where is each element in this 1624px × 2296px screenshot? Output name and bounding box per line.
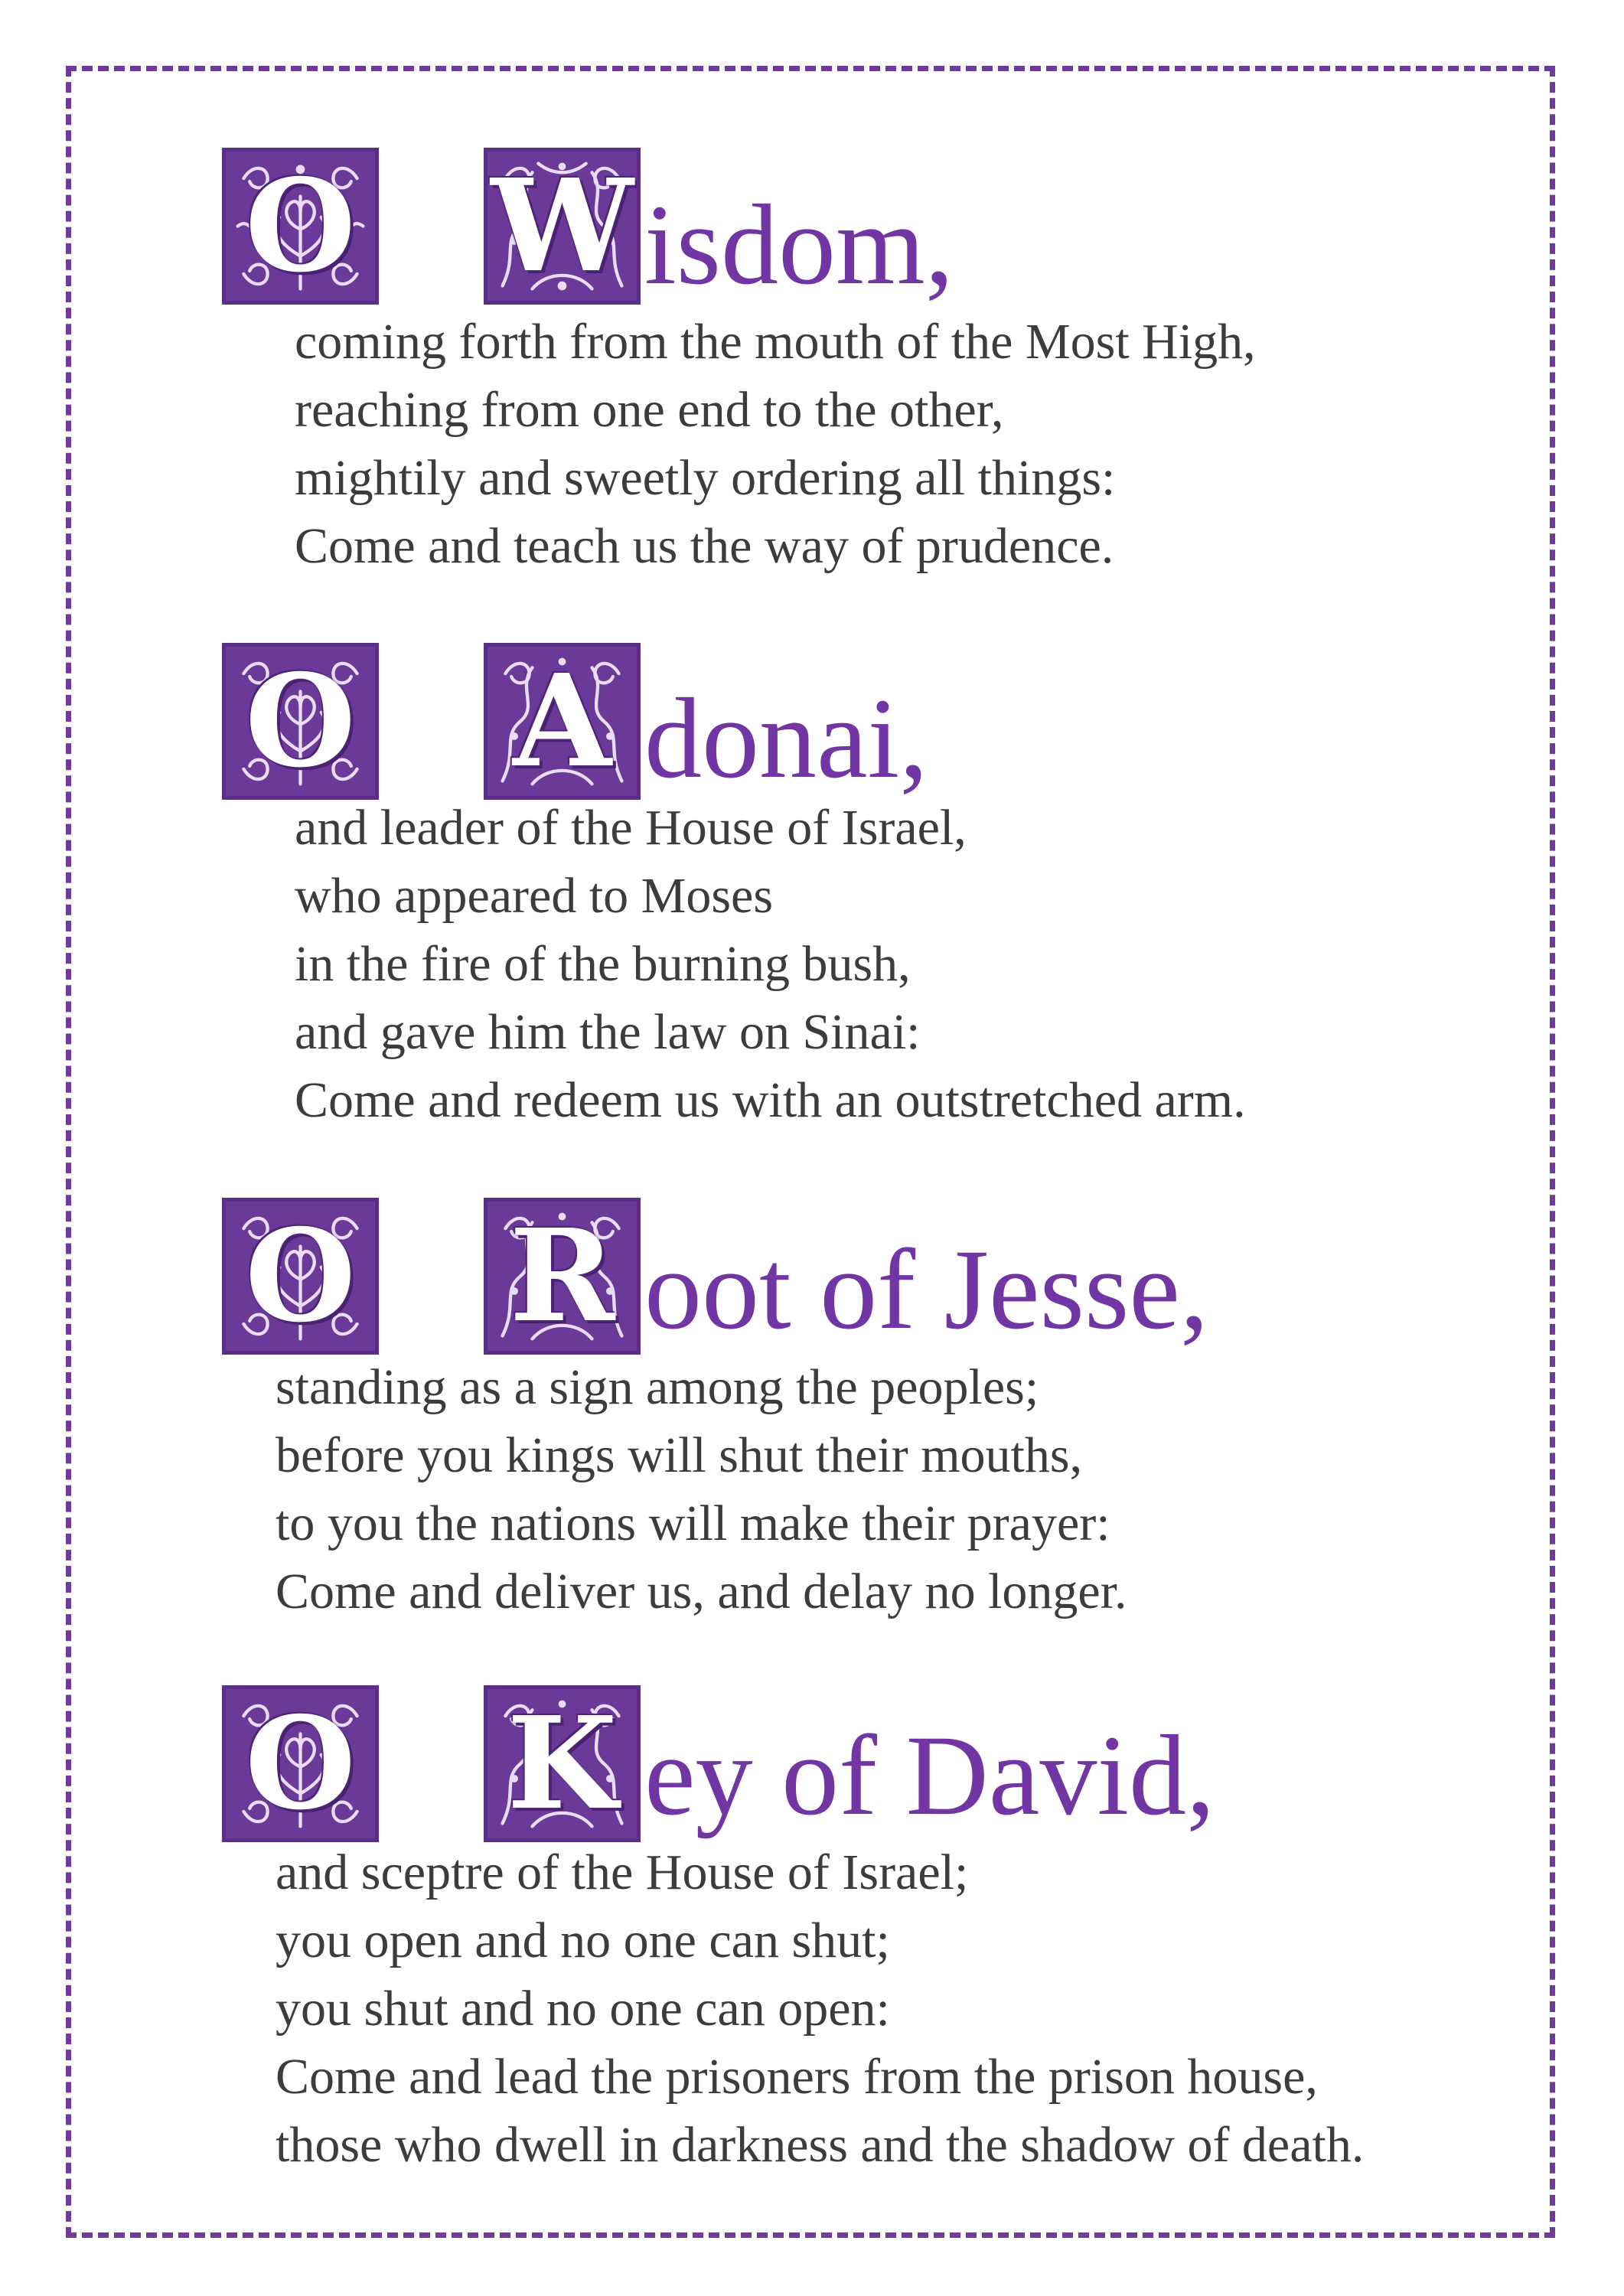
text-line: before you kings will shut their mouths,	[276, 1427, 1083, 1483]
text-line: in the fire of the burning bush,	[295, 936, 911, 992]
text-line: reaching from one end to the other,	[295, 382, 1004, 438]
text-line: Come and lead the prisoners from the prison house,	[276, 2049, 1318, 2105]
antiphon-text	[276, 1838, 1364, 2179]
text-line: and sceptre of the House of Israel;	[276, 1844, 969, 1900]
text-line: who appeared to Moses	[295, 868, 774, 924]
illuminated-initial	[484, 1685, 641, 1842]
antiphon-title-rest: oot of Jesse,	[644, 1226, 1209, 1353]
text-line: Come and teach us the way of prudence.	[295, 518, 1114, 574]
initial-letter: R	[509, 1202, 615, 1351]
initial-o-letter: O	[245, 647, 356, 796]
initial-letter: A	[513, 647, 611, 796]
text-line: you shut and no one can open:	[276, 1981, 890, 2037]
antiphon-title-rest: ey of David,	[644, 1712, 1215, 1839]
illuminated-initial	[484, 643, 641, 800]
antiphon-title-rest: donai,	[644, 675, 928, 802]
antiphon-text	[295, 308, 1256, 580]
illuminated-initial	[484, 148, 641, 305]
text-line: to you the nations will make their prayer:	[276, 1495, 1110, 1551]
initial-o-letter: O	[245, 152, 356, 301]
initial-letter: K	[507, 1689, 618, 1838]
antiphon-text	[276, 1353, 1127, 1626]
text-line: those who dwell in darkness and the shadow of death.	[276, 2117, 1365, 2173]
text-line: you open and no one can shut;	[276, 1913, 890, 1968]
text-line: Come and redeem us with an outstretched arm.	[295, 1072, 1246, 1128]
text-line: mightily and sweetly ordering all things:	[295, 450, 1116, 506]
text-line: and leader of the House of Israel,	[295, 800, 967, 856]
illuminated-initial	[484, 1198, 641, 1355]
text-line: Come and deliver us, and delay no longer.	[276, 1564, 1127, 1619]
initial-letter: W	[491, 152, 634, 301]
text-line: coming forth from the mouth of the Most High,	[295, 314, 1256, 370]
illuminated-initial-o	[222, 1685, 379, 1842]
antiphon-title-rest: isdom,	[644, 181, 954, 308]
initial-o-letter: O	[245, 1202, 356, 1351]
antiphon-text	[295, 794, 1246, 1134]
illuminated-initial-o	[222, 643, 379, 800]
text-line: and gave him the law on Sinai:	[295, 1004, 921, 1060]
text-line: standing as a sign among the peoples;	[276, 1359, 1039, 1415]
initial-o-letter: O	[245, 1689, 356, 1838]
illuminated-initial-o	[222, 1198, 379, 1355]
illuminated-initial-o	[222, 148, 379, 305]
